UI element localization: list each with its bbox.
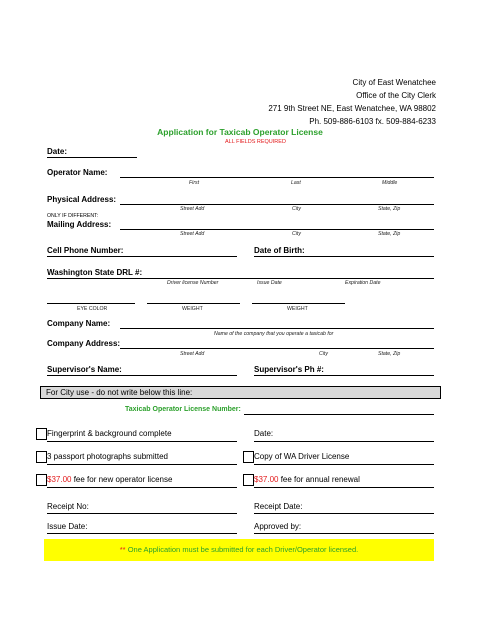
fingerprint-line	[47, 441, 237, 442]
issue-date-label: Issue Date:	[47, 522, 88, 531]
header-phone: Ph. 509-886-6103 fx. 509-884-6233	[309, 117, 436, 126]
eye-color-field[interactable]	[47, 303, 135, 304]
fee-new-line	[47, 487, 237, 488]
company-address-label: Company Address:	[47, 339, 121, 348]
issue-date-field[interactable]	[47, 533, 237, 534]
photos-line	[47, 464, 237, 465]
footer-text: One Application must be submitted for each Driver/Operator licensed.	[125, 545, 359, 554]
photos-label: 3 passport photographs submitted	[47, 452, 168, 461]
weight-sub: WEIGHT	[182, 306, 203, 312]
only-if-different-note: ONLY IF DIFFERENT:	[47, 213, 99, 219]
supervisor-phone-field[interactable]	[254, 375, 434, 376]
drl-sub-expiration: Expiration Date	[345, 280, 381, 286]
name-sub-first: First	[189, 180, 200, 186]
cell-phone-label: Cell Phone Number:	[47, 246, 124, 255]
operator-name-label: Operator Name:	[47, 168, 108, 177]
name-sub-middle: Middle	[382, 180, 398, 186]
company-name-sub: Name of the company that you operate a taxicab for	[214, 331, 334, 337]
fee-renew-label	[254, 475, 360, 484]
name-sub-last: Last	[291, 180, 301, 186]
dob-label: Date of Birth:	[254, 246, 305, 255]
dob-field[interactable]	[254, 256, 434, 257]
header-address: 271 9th Street NE, East Wenatchee, WA 98802	[268, 104, 436, 113]
footer-notice	[44, 539, 434, 561]
comp-sub-state: State, Zip	[378, 351, 401, 357]
comp-sub-street: Street Add	[180, 351, 205, 357]
physical-address-field[interactable]	[120, 204, 434, 205]
drl-sub-number: Driver license Number	[167, 280, 219, 286]
drl-label: Washington State DRL #:	[47, 268, 143, 277]
receipt-no-label: Receipt No:	[47, 502, 89, 511]
clerk-header	[268, 76, 436, 128]
company-address-field[interactable]	[120, 348, 434, 349]
fee-renew-checkbox[interactable]	[243, 474, 254, 486]
fee-new-checkbox[interactable]	[36, 474, 47, 486]
fee-new-amount: $37.00	[47, 475, 72, 484]
mailing-address-field[interactable]	[120, 229, 434, 230]
fee-new-text: fee for new operator license	[71, 475, 173, 484]
copy-license-label: Copy of WA Driver License	[254, 452, 350, 461]
mail-sub-street: Street Add	[180, 231, 205, 237]
fingerprint-label: Fingerprint & background complete	[47, 429, 172, 438]
company-name-field[interactable]	[120, 328, 434, 329]
weight-field-2[interactable]	[252, 303, 345, 304]
weight-sub-2: WEIGHT	[287, 306, 308, 312]
city-use-banner-text: For City use - do not write below this line:	[46, 388, 193, 397]
phys-sub-state: State, Zip	[378, 206, 401, 212]
drl-field[interactable]	[47, 278, 434, 279]
physical-address-label: Physical Address:	[47, 195, 117, 204]
receipt-date-label: Receipt Date:	[254, 502, 303, 511]
copy-license-checkbox[interactable]	[243, 451, 254, 463]
approved-by-label: Approved by:	[254, 522, 302, 531]
eye-color-sub: EYE COLOR	[77, 306, 108, 312]
header-office: Office of the City Clerk	[356, 91, 436, 100]
company-name-label: Company Name:	[47, 319, 111, 328]
city-date-label: Date:	[254, 429, 274, 438]
required-note: ALL FIELDS REQUIRED	[225, 139, 286, 145]
license-number-field[interactable]	[244, 414, 434, 415]
copy-license-line	[254, 464, 434, 465]
license-number-label: Taxicab Operator License Number:	[125, 406, 241, 413]
mail-sub-state: State, Zip	[378, 231, 401, 237]
fee-renew-amount: $37.00	[254, 475, 279, 484]
fee-renew-text: fee for annual renewal	[278, 475, 360, 484]
fingerprint-checkbox[interactable]	[36, 428, 47, 440]
cell-phone-field[interactable]	[47, 256, 237, 257]
phys-sub-street: Street Add	[180, 206, 205, 212]
city-use-banner	[40, 386, 441, 399]
receipt-date-field[interactable]	[254, 513, 434, 514]
drl-sub-issue: Issue Date	[257, 280, 282, 286]
mailing-address-label: Mailing Address:	[47, 220, 112, 229]
comp-sub-city: City	[319, 351, 328, 357]
receipt-no-field[interactable]	[47, 513, 237, 514]
operator-name-field[interactable]	[120, 177, 434, 178]
form-title: Application for Taxicab Operator License	[157, 127, 323, 137]
mail-sub-city: City	[292, 231, 301, 237]
supervisor-phone-label: Supervisor's Ph #:	[254, 365, 324, 374]
date-label: Date:	[47, 147, 68, 156]
footer-stars: **	[119, 545, 126, 554]
fee-new-label	[47, 475, 172, 484]
photos-checkbox[interactable]	[36, 451, 47, 463]
phys-sub-city: City	[292, 206, 301, 212]
approved-by-field[interactable]	[254, 533, 434, 534]
supervisor-name-label: Supervisor's Name:	[47, 365, 122, 374]
weight-field[interactable]	[147, 303, 240, 304]
supervisor-name-field[interactable]	[47, 375, 237, 376]
header-city: City of East Wenatchee	[352, 78, 436, 87]
date-field[interactable]	[47, 157, 137, 158]
fee-renew-line	[254, 487, 434, 488]
city-date-field[interactable]	[254, 441, 434, 442]
